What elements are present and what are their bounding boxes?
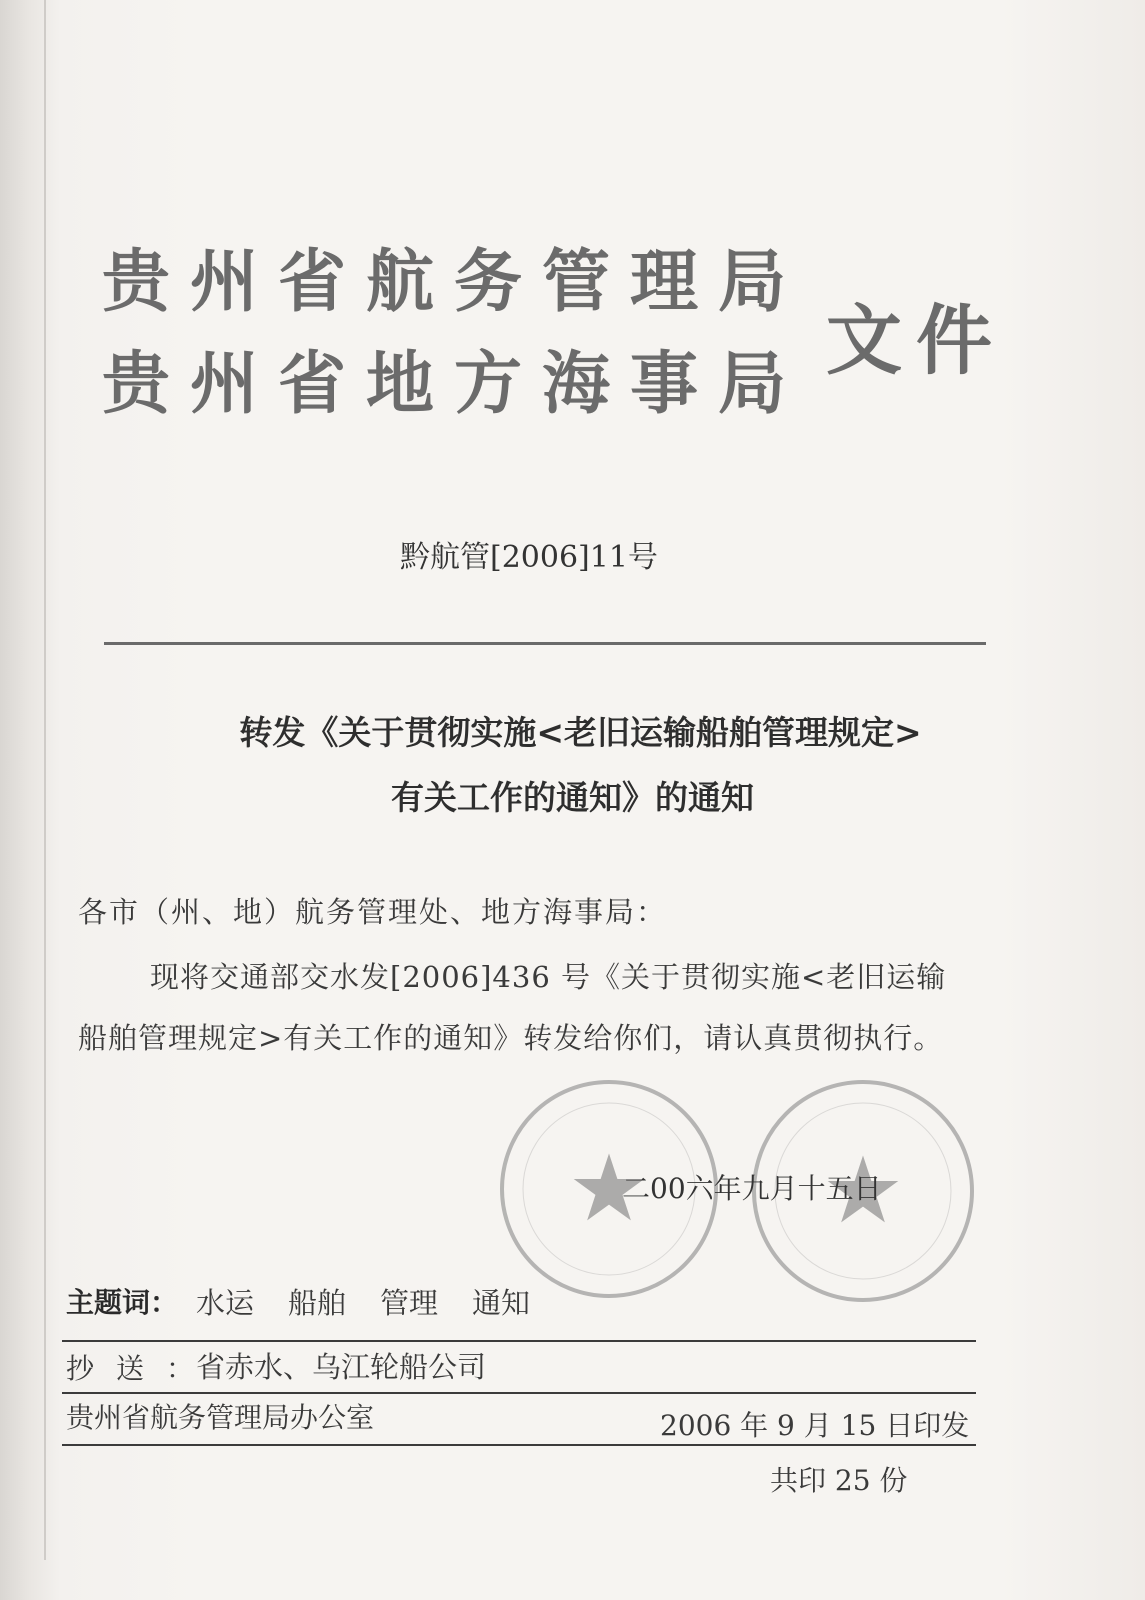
keyword: 水运 <box>196 1286 255 1320</box>
header-org-line2: 贵州省地方海事局 <box>102 345 807 424</box>
title-line1: 转发《关于贯彻实施<老旧运输船舶管理规定> <box>239 713 922 752</box>
salutation: 各市（州、地）航务管理处、地方海事局： <box>78 895 668 929</box>
issue-date: 二00六年九月十五日 <box>622 1172 882 1205</box>
footer-rule-middle <box>62 1392 976 1394</box>
keyword: 船舶 <box>288 1286 347 1320</box>
title-line2: 有关工作的通知》的通知 <box>391 778 754 817</box>
seal-star-icon: ★ <box>567 1135 651 1242</box>
seal-star-icon: ★ <box>821 1137 905 1244</box>
body-line1: 现将交通部交水发[2006]436 号《关于贯彻实施<老旧运输 <box>150 960 947 994</box>
header-divider <box>104 642 986 645</box>
keywords-list <box>196 1281 564 1322</box>
footer-rule-top <box>62 1340 976 1342</box>
keyword: 管理 <box>380 1286 439 1320</box>
keywords-label: 主题词： <box>66 1286 179 1319</box>
copies-count: 共印 25 份 <box>770 1464 908 1497</box>
footer-rule-bottom <box>62 1444 976 1446</box>
issuing-office: 贵州省航务管理局办公室 <box>66 1401 375 1434</box>
cc-recipients: 省赤水、乌江轮船公司 <box>196 1350 487 1384</box>
print-date: 2006 年 9 月 15 日印发 <box>660 1409 970 1442</box>
document-number: 黔航管[2006]11号 <box>400 540 658 575</box>
body-line2: 船舶管理规定>有关工作的通知》转发给你们，请认真贯彻执行。 <box>78 1021 944 1055</box>
cc-label: 抄送： <box>66 1352 217 1385</box>
keyword: 通知 <box>472 1286 531 1320</box>
header-doc-type: 文件 <box>826 296 1006 385</box>
header-org-line1: 贵州省航务管理局 <box>102 243 807 322</box>
